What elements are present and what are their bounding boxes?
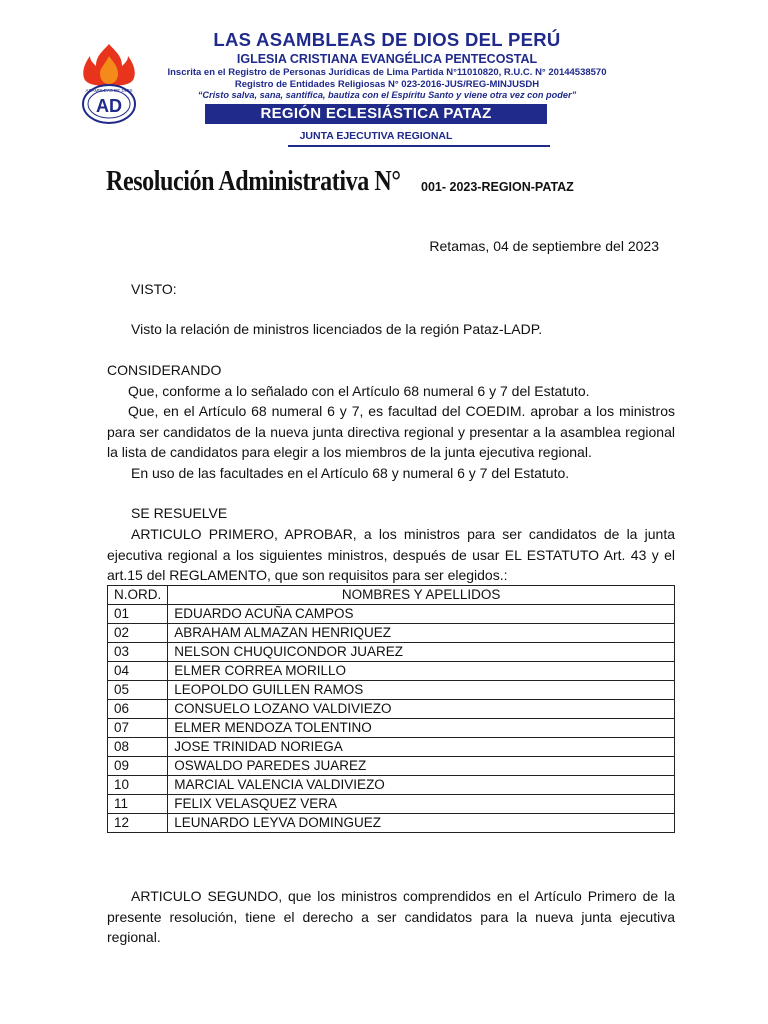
resuelve-heading: SE RESUELVE bbox=[131, 505, 228, 521]
considerando-heading: CONSIDERANDO bbox=[107, 362, 222, 378]
registry-line-1: Inscrita en el Registro de Personas Jurídicas de Lima Partida N°11010820, R.U.C. N° 20144538570 bbox=[167, 67, 607, 78]
considerando-1: Que, conforme a lo señalado con el Artículo 68 numeral 6 y 7 del Estatuto. bbox=[128, 383, 590, 399]
row-name: EDUARDO ACUÑA CAMPOS bbox=[168, 605, 675, 624]
visto-text: Visto la relación de ministros licenciados de la región Pataz-LADP. bbox=[131, 321, 543, 337]
table-row bbox=[108, 814, 675, 833]
row-name: JOSE TRINIDAD NORIEGA bbox=[168, 738, 675, 757]
row-number: 07 bbox=[108, 719, 168, 738]
place-date: Retamas, 04 de septiembre del 2023 bbox=[429, 238, 659, 254]
header-divider bbox=[288, 145, 550, 147]
row-name: OSWALDO PAREDES JUAREZ bbox=[168, 757, 675, 776]
table-row bbox=[108, 643, 675, 662]
row-number: 08 bbox=[108, 738, 168, 757]
table-row bbox=[108, 719, 675, 738]
row-name: LEOPOLDO GUILLEN RAMOS bbox=[168, 681, 675, 700]
header-name: NOMBRES Y APELLIDOS bbox=[168, 586, 675, 605]
table-row bbox=[108, 776, 675, 795]
org-name: LAS ASAMBLEAS DE DIOS DEL PERÚ bbox=[213, 29, 561, 50]
logo-caption: ASAMBLEAS DE DIOS bbox=[85, 88, 133, 93]
document-title: Resolución Administrativa N° bbox=[106, 166, 401, 197]
considerando-2: Que, en el Artículo 68 numeral 6 y 7, es facultad del COEDIM. aprobar a los ministros para ser candidatos de la nueva junta directiva regional y presentar a la asamblea regional la lista de candidatos para elegir a los miembros de la junta ejecutiva regional. bbox=[107, 403, 675, 460]
row-number: 06 bbox=[108, 700, 168, 719]
row-name: ELMER MENDOZA TOLENTINO bbox=[168, 719, 675, 738]
candidates-table bbox=[107, 585, 675, 833]
motto: “Cristo salva, sana, santifica, bautiza con el Espíritu Santo y viene otra vez con poder” bbox=[197, 90, 577, 100]
region-banner: REGIÓN ECLESIÁSTICA PATAZ bbox=[205, 104, 547, 124]
registry-line-2: Registro de Entidades Religiosas N° 023-2016-JUS/REG-MINJUSDH bbox=[234, 79, 540, 90]
table-row bbox=[108, 757, 675, 776]
row-name: CONSUELO LOZANO VALDIVIEZO bbox=[168, 700, 675, 719]
row-number: 12 bbox=[108, 814, 168, 833]
articulo-segundo: ARTICULO SEGUNDO, que los ministros comprendidos en el Artículo Primero de la presente resolución, tiene el derecho a ser candidatos para la nueva junta ejecutiva regional. bbox=[107, 888, 675, 945]
row-name: LEUNARDO LEYVA DOMINGUEZ bbox=[168, 814, 675, 833]
row-number: 11 bbox=[108, 795, 168, 814]
row-number: 02 bbox=[108, 624, 168, 643]
row-name: ELMER CORREA MORILLO bbox=[168, 662, 675, 681]
church-logo bbox=[78, 42, 140, 126]
row-number: 09 bbox=[108, 757, 168, 776]
table-header-row bbox=[108, 586, 675, 605]
row-name: ABRAHAM ALMAZAN HENRIQUEZ bbox=[168, 624, 675, 643]
junta-label: JUNTA EJECUTIVA REGIONAL bbox=[299, 130, 453, 142]
table-row bbox=[108, 624, 675, 643]
visto-heading: VISTO: bbox=[131, 281, 177, 297]
table-row bbox=[108, 795, 675, 814]
flame-logo-icon bbox=[78, 42, 140, 126]
table-row bbox=[108, 681, 675, 700]
row-number: 03 bbox=[108, 643, 168, 662]
row-number: 10 bbox=[108, 776, 168, 795]
row-name: MARCIAL VALENCIA VALDIVIEZO bbox=[168, 776, 675, 795]
table-row bbox=[108, 738, 675, 757]
row-number: 01 bbox=[108, 605, 168, 624]
articulo-primero: ARTICULO PRIMERO, APROBAR, a los ministros para ser candidatos de la junta ejecutiva regional a los siguientes ministros, después de usar EL ESTATUTO Art. 43 y el art.15 del REGLAMENTO, que son requisitos para ser elegidos.: bbox=[107, 526, 675, 583]
resolution-number: 001- 2023-REGION-PATAZ bbox=[421, 180, 574, 194]
table-row bbox=[108, 662, 675, 681]
church-name: IGLESIA CRISTIANA EVANGÉLICA PENTECOSTAL bbox=[236, 52, 538, 66]
table-row bbox=[108, 605, 675, 624]
row-number: 05 bbox=[108, 681, 168, 700]
table-row bbox=[108, 700, 675, 719]
row-name: FELIX VELASQUEZ VERA bbox=[168, 795, 675, 814]
row-number: 04 bbox=[108, 662, 168, 681]
header-ord: N.ORD. bbox=[108, 586, 168, 605]
considerando-3: En uso de las facultades en el Artículo 68 y numeral 6 y 7 del Estatuto. bbox=[131, 465, 570, 481]
row-name: NELSON CHUQUICONDOR JUAREZ bbox=[168, 643, 675, 662]
logo-letters: AD bbox=[96, 96, 122, 116]
